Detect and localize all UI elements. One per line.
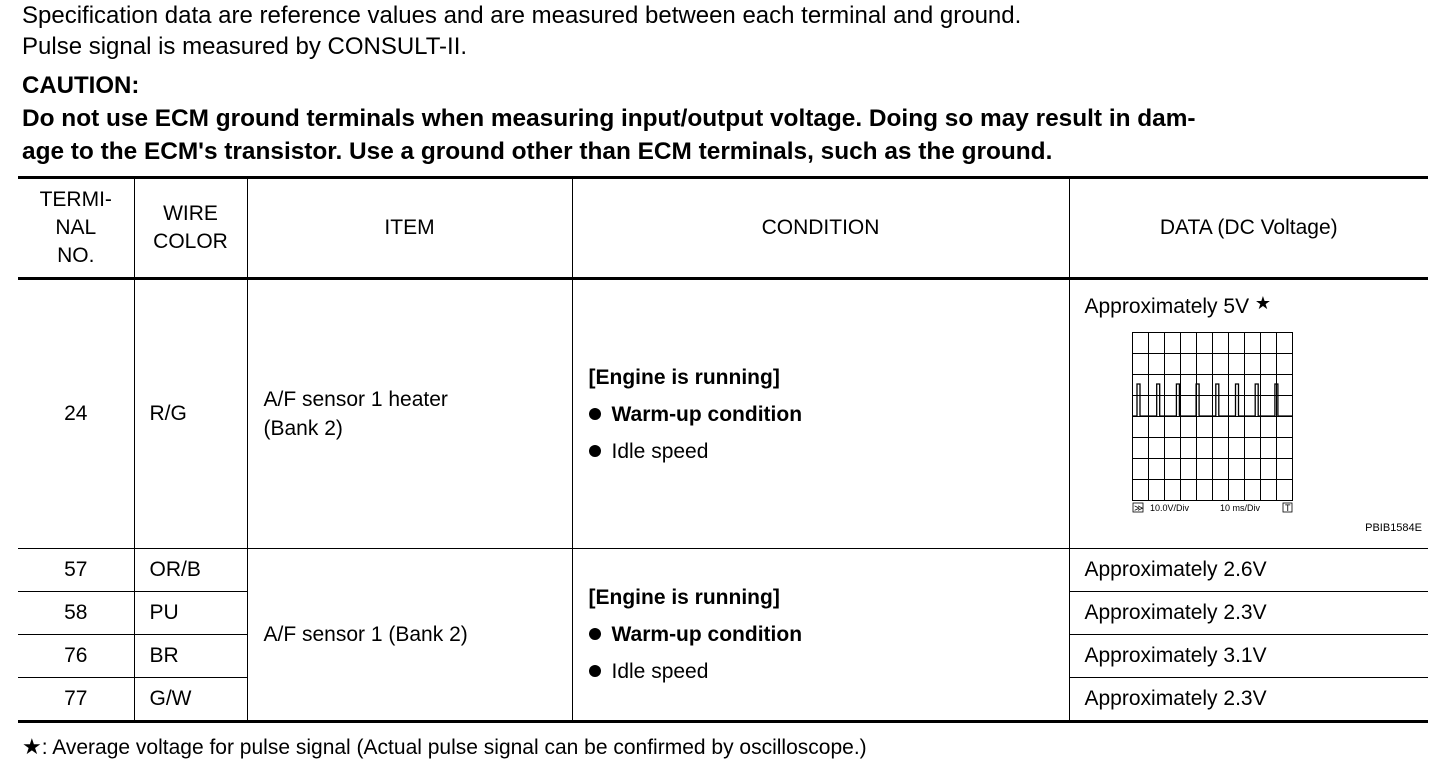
- header-condition: CONDITION: [572, 178, 1069, 279]
- scope-volt-div: 10.0V/Div: [1149, 503, 1189, 513]
- header-data: DATA (DC Voltage): [1069, 178, 1428, 279]
- caution-heading: CAUTION:: [22, 72, 140, 99]
- intro-line-1: Specification data are reference values and are measured between each terminal and ground.: [22, 2, 1022, 29]
- terminal-cell: 76: [18, 635, 134, 678]
- caution-body: [22, 102, 1432, 168]
- scope-label-right: T: [1284, 503, 1290, 513]
- header-terminal-line: NO.: [57, 244, 95, 267]
- terminal-cell: 24: [18, 279, 134, 549]
- intro-line-2: Pulse signal is measured by CONSULT-II.: [22, 33, 468, 60]
- wire-color-cell: BR: [134, 635, 247, 678]
- item-line: A/F sensor 1 heater: [263, 388, 448, 411]
- terminal-cell: 77: [18, 678, 134, 722]
- star-icon: ★: [22, 734, 42, 759]
- condition-bullet: [589, 433, 1069, 470]
- condition-bullet: [589, 396, 1069, 433]
- header-terminal-line: TERMI-: [39, 188, 112, 211]
- condition-text: Warm-up condition: [611, 623, 803, 646]
- footnote: [22, 734, 867, 760]
- header-wire-line: COLOR: [153, 230, 228, 253]
- condition-heading: [Engine is running]: [588, 365, 780, 389]
- condition-text: Idle speed: [611, 439, 709, 463]
- star-icon: ★: [1254, 293, 1272, 313]
- data-cell: Approximately 2.6V: [1069, 549, 1428, 592]
- terminal-cell: 58: [18, 592, 134, 635]
- bullet-icon: [589, 628, 601, 640]
- wire-color-cell: G/W: [134, 678, 247, 722]
- data-value: [1085, 293, 1272, 319]
- bullet-icon: [589, 665, 601, 677]
- wire-color-cell: R/G: [134, 279, 247, 549]
- data-cell: Approximately 3.1V: [1069, 635, 1428, 678]
- scope-label-left: ≫: [1133, 503, 1143, 513]
- data-cell: Approximately 2.3V: [1069, 592, 1428, 635]
- header-item: ITEM: [247, 178, 572, 279]
- condition-text: Warm-up condition: [611, 402, 803, 426]
- caution-line-2: age to the ECM's transistor. Use a ground other than ECM terminals, such as the ground.: [22, 138, 1053, 165]
- header-wire-color: [134, 178, 247, 279]
- scope-time-div: 10 ms/Div: [1219, 503, 1260, 513]
- condition-bullet: [589, 653, 1069, 690]
- table-row: [18, 549, 1428, 592]
- data-cell: Approximately 2.3V: [1069, 678, 1428, 722]
- table-row: [18, 279, 1428, 549]
- condition-heading: [Engine is running]: [588, 586, 780, 609]
- bullet-icon: [589, 408, 601, 420]
- terminal-cell: 57: [18, 549, 134, 592]
- condition-bullet: [589, 616, 1069, 653]
- oscilloscope-waveform-figure: [1132, 332, 1302, 514]
- bullet-icon: [589, 445, 601, 457]
- data-cell: [1069, 279, 1428, 549]
- data-text: Approximately 5V: [1084, 295, 1250, 318]
- header-wire-line: WIRE: [163, 202, 218, 225]
- figure-id: PBIB1584E: [1365, 522, 1422, 534]
- condition-cell: [572, 549, 1069, 722]
- caution-line-1: Do not use ECM ground terminals when measuring input/output voltage. Doing so may result in dam-: [22, 105, 1196, 132]
- header-terminal-no: [18, 178, 134, 279]
- item-cell: [247, 279, 572, 549]
- condition-text: Idle speed: [611, 660, 709, 683]
- table-header-row: [18, 178, 1428, 279]
- item-cell: A/F sensor 1 (Bank 2): [247, 549, 572, 722]
- condition-cell: [572, 279, 1069, 549]
- wire-color-cell: PU: [134, 592, 247, 635]
- terminal-spec-table: [18, 176, 1428, 723]
- item-line: (Bank 2): [263, 417, 343, 440]
- header-terminal-line: NAL: [55, 216, 97, 239]
- footnote-text: : Average voltage for pulse signal (Actual pulse signal can be confirmed by oscilloscope.): [41, 736, 867, 759]
- wire-color-cell: OR/B: [134, 549, 247, 592]
